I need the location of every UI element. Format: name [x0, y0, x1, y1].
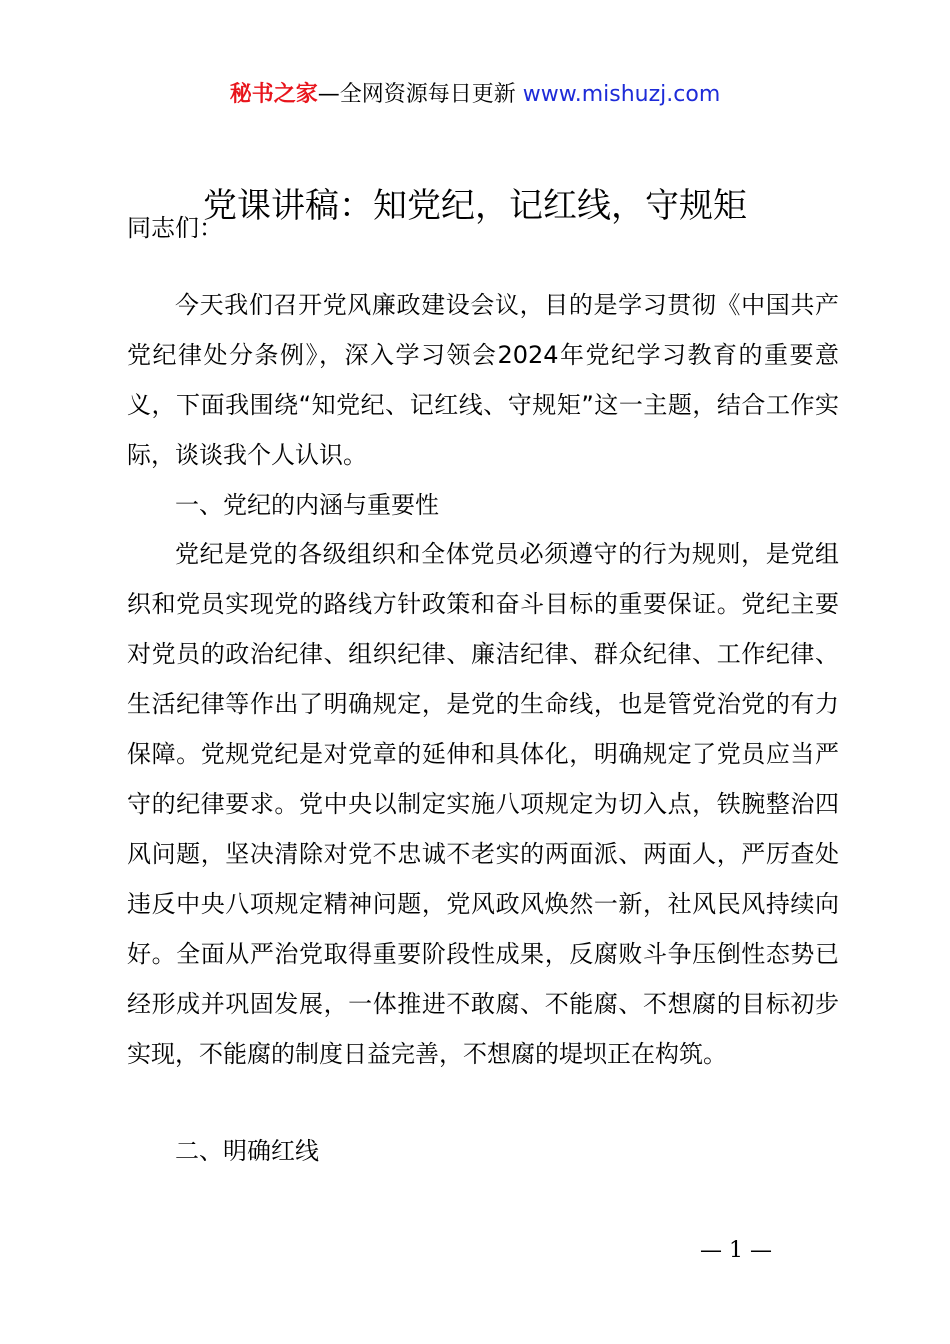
paragraph-intro: 今天我们召开党风廉政建设会议，目的是学习贯彻《中国共产党纪律处分条例》，深入学习领会2024年党纪学习教育的重要意义，下面我围绕“知党纪、记红线、守规矩”这一主题，结合工作实际，谈谈我个人认识。 [127, 291, 839, 469]
site-header [0, 80, 950, 110]
brand-name: 秘书之家 [229, 82, 318, 107]
page-number: — 1 — [700, 1238, 772, 1263]
paragraph-section-1: 党纪是党的各级组织和全体党员必须遵守的行为规则，是党组织和党员实现党的路线方针政策和奋斗目标的重要保证。党纪主要对党员的政治纪律、组织纪律、廉洁纪律、群众纪律、工作纪律、生活纪律等作出了明确规定，是党的生命线，也是管党治党的有力保障。党规党纪是对党章的延伸和具体化，明确规定了党员应当严守的纪律要求。党中央以制定实施八项规定为切入点，铁腕整治四风问题，坚决清除对党不忠诚不老实的两面派、两面人，严厉查处违反中央八项规定精神问题，党风政风焕然一新，社风民风持续向好。全面从严治党取得重要阶段性成果，反腐败斗争压倒性态势已经形成并巩固发展，一体推进不敢腐、不能腐、不想腐的目标初步实现，不能腐的制度日益完善，不想腐的堤坝正在构筑。 [127, 540, 839, 1068]
section-heading-2: 二、明确红线 [175, 1137, 319, 1165]
salutation: 同志们： [127, 214, 223, 242]
document-title: 党课讲稿：知党纪，记红线，守规矩 [203, 186, 747, 226]
header-tagline: —全网资源每日更新 [317, 82, 516, 107]
site-url-link[interactable]: www.mishuzj.com [522, 82, 721, 107]
section-heading-1: 一、党纪的内涵与重要性 [175, 491, 439, 519]
